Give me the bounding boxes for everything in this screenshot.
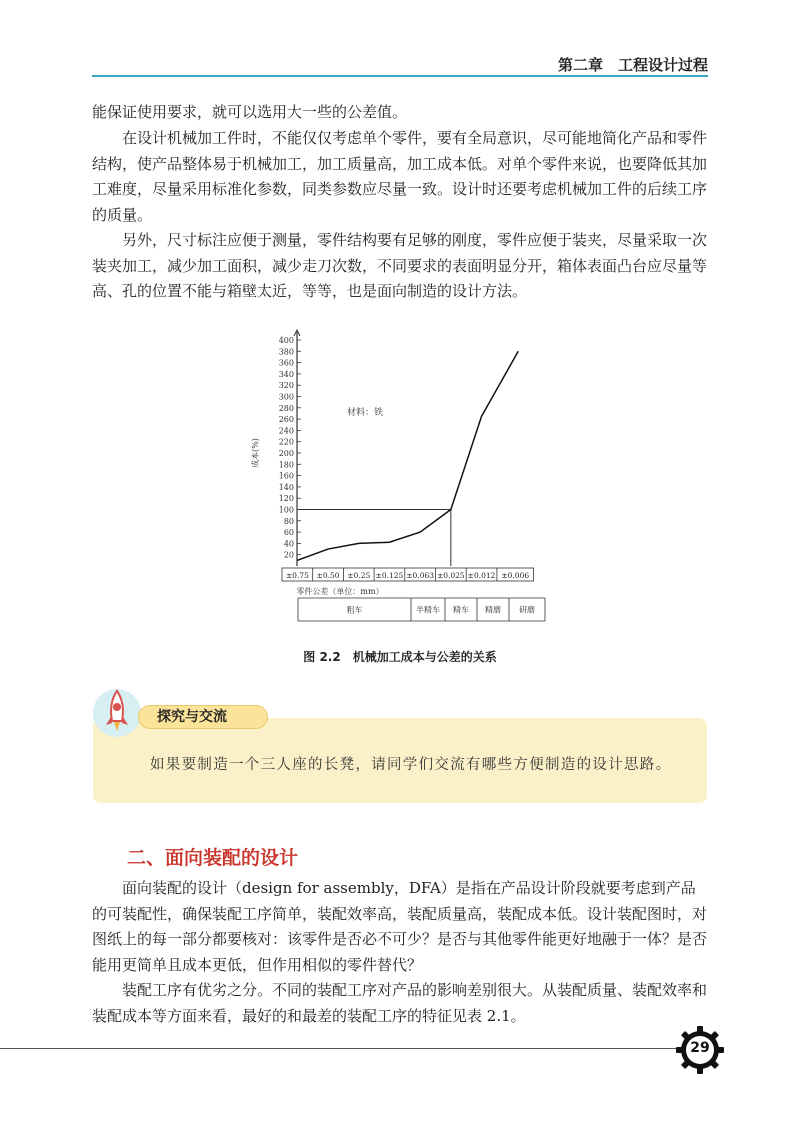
y-tick-label: 40	[283, 539, 294, 549]
y-tick-label: 380	[278, 347, 294, 357]
tolerance-label: ±0.012	[467, 571, 496, 580]
footer-divider	[0, 1048, 685, 1049]
tolerance-label: ±0.75	[285, 571, 309, 580]
figure-2-2	[240, 325, 570, 640]
y-tick-label: 240	[278, 426, 294, 436]
figure-caption: 图 2.2 机械加工成本与公差的关系	[303, 650, 497, 664]
y-tick-label: 20	[283, 550, 294, 560]
x-axis-label: 零件公差（单位：mm）	[296, 587, 384, 596]
process-label: 精磨	[485, 605, 501, 615]
y-tick-label: 300	[278, 392, 294, 402]
y-tick-label: 180	[278, 460, 294, 470]
y-tick-label: 160	[278, 471, 294, 481]
page-header	[0, 0, 800, 80]
y-tick-label: 280	[278, 403, 294, 413]
y-tick-label: 260	[278, 415, 294, 425]
y-axis-label: 成本(%)	[251, 438, 260, 468]
tolerance-label: ±0.50	[316, 571, 340, 580]
tolerance-label: ±0.006	[501, 571, 530, 580]
y-tick-label: 80	[283, 516, 294, 526]
y-tick-label: 360	[278, 358, 294, 368]
tolerance-label: ±0.025	[436, 571, 465, 580]
cost-tolerance-chart	[240, 325, 570, 640]
tolerance-label: ±0.25	[347, 571, 371, 580]
discussion-text: 如果要制造一个三人座的长凳，请同学们交流有哪些方便制造的设计思路。	[150, 757, 672, 773]
y-tick-label: 340	[278, 369, 294, 379]
paragraph-1: 能保证使用要求，就可以选用大一些的公差值。	[92, 103, 408, 121]
y-tick-label: 140	[278, 482, 294, 492]
cost-curve	[297, 351, 518, 560]
chapter-title: 第二章 工程设计过程	[557, 56, 708, 74]
header-divider	[92, 75, 708, 77]
process-label: 粗车	[346, 605, 363, 615]
y-tick-label: 200	[278, 449, 294, 458]
rocket-icon	[88, 683, 146, 741]
y-tick-label: 100	[278, 505, 294, 515]
y-tick-label: 60	[283, 528, 294, 538]
material-annotation: 材料：铁	[347, 408, 384, 418]
process-label: 精车	[453, 605, 469, 615]
discussion-tag: 探究与交流	[138, 705, 268, 729]
y-tick-label: 220	[278, 437, 294, 447]
section-title: 二、面向装配的设计	[127, 847, 299, 869]
paragraph-3: 另外，尺寸标注应便于测量，零件结构要有足够的刚度，零件应便于装夹，尽量采取一次装夹加工，减少加工面积，减少走刀次数，不同要求的表面明显分开，箱体表面凸台应尽量等高、孔的位置不能与箱壁太近，等等，也是面向制造的设计方法。	[92, 231, 708, 301]
process-label: 研磨	[519, 605, 535, 615]
process-label: 半精车	[416, 605, 440, 615]
page-number: 29	[690, 1040, 710, 1056]
paragraph-4: 面向装配的设计（design for assembly，DFA）是指在产品设计阶段就要考虑到产品的可装配性，确保装配工序简单，装配效率高，装配质量高，装配成本低。设计装配图时，对图纸上的每一部分都要核对：该零件是否必不可少？是否与其他零件能更好地融于一体？是否能用更简单且成本更低，但作用相似的零件替代？	[92, 879, 708, 974]
y-tick-label: 320	[278, 381, 294, 391]
tolerance-label: ±0.125	[375, 571, 404, 580]
y-tick-label: 120	[278, 494, 294, 504]
paragraph-5: 装配工序有优劣之分。不同的装配工序对产品的影响差别很大。从装配质量、装配效率和装配成本等方面来看，最好的和最差的装配工序的特征见表 2.1。	[92, 981, 708, 1025]
tolerance-label: ±0.063	[406, 571, 435, 580]
paragraph-2: 在设计机械加工件时，不能仅仅考虑单个零件，要有全局意识，尽可能地简化产品和零件结构，使产品整体易于机械加工，加工质量高，加工成本低。对单个零件来说，也要降低其加工难度，尽量采用标准化参数，同类参数应尽量一致。设计时还要考虑机械加工件的后续工序的质量。	[92, 129, 708, 224]
y-tick-label: 400	[278, 336, 294, 345]
